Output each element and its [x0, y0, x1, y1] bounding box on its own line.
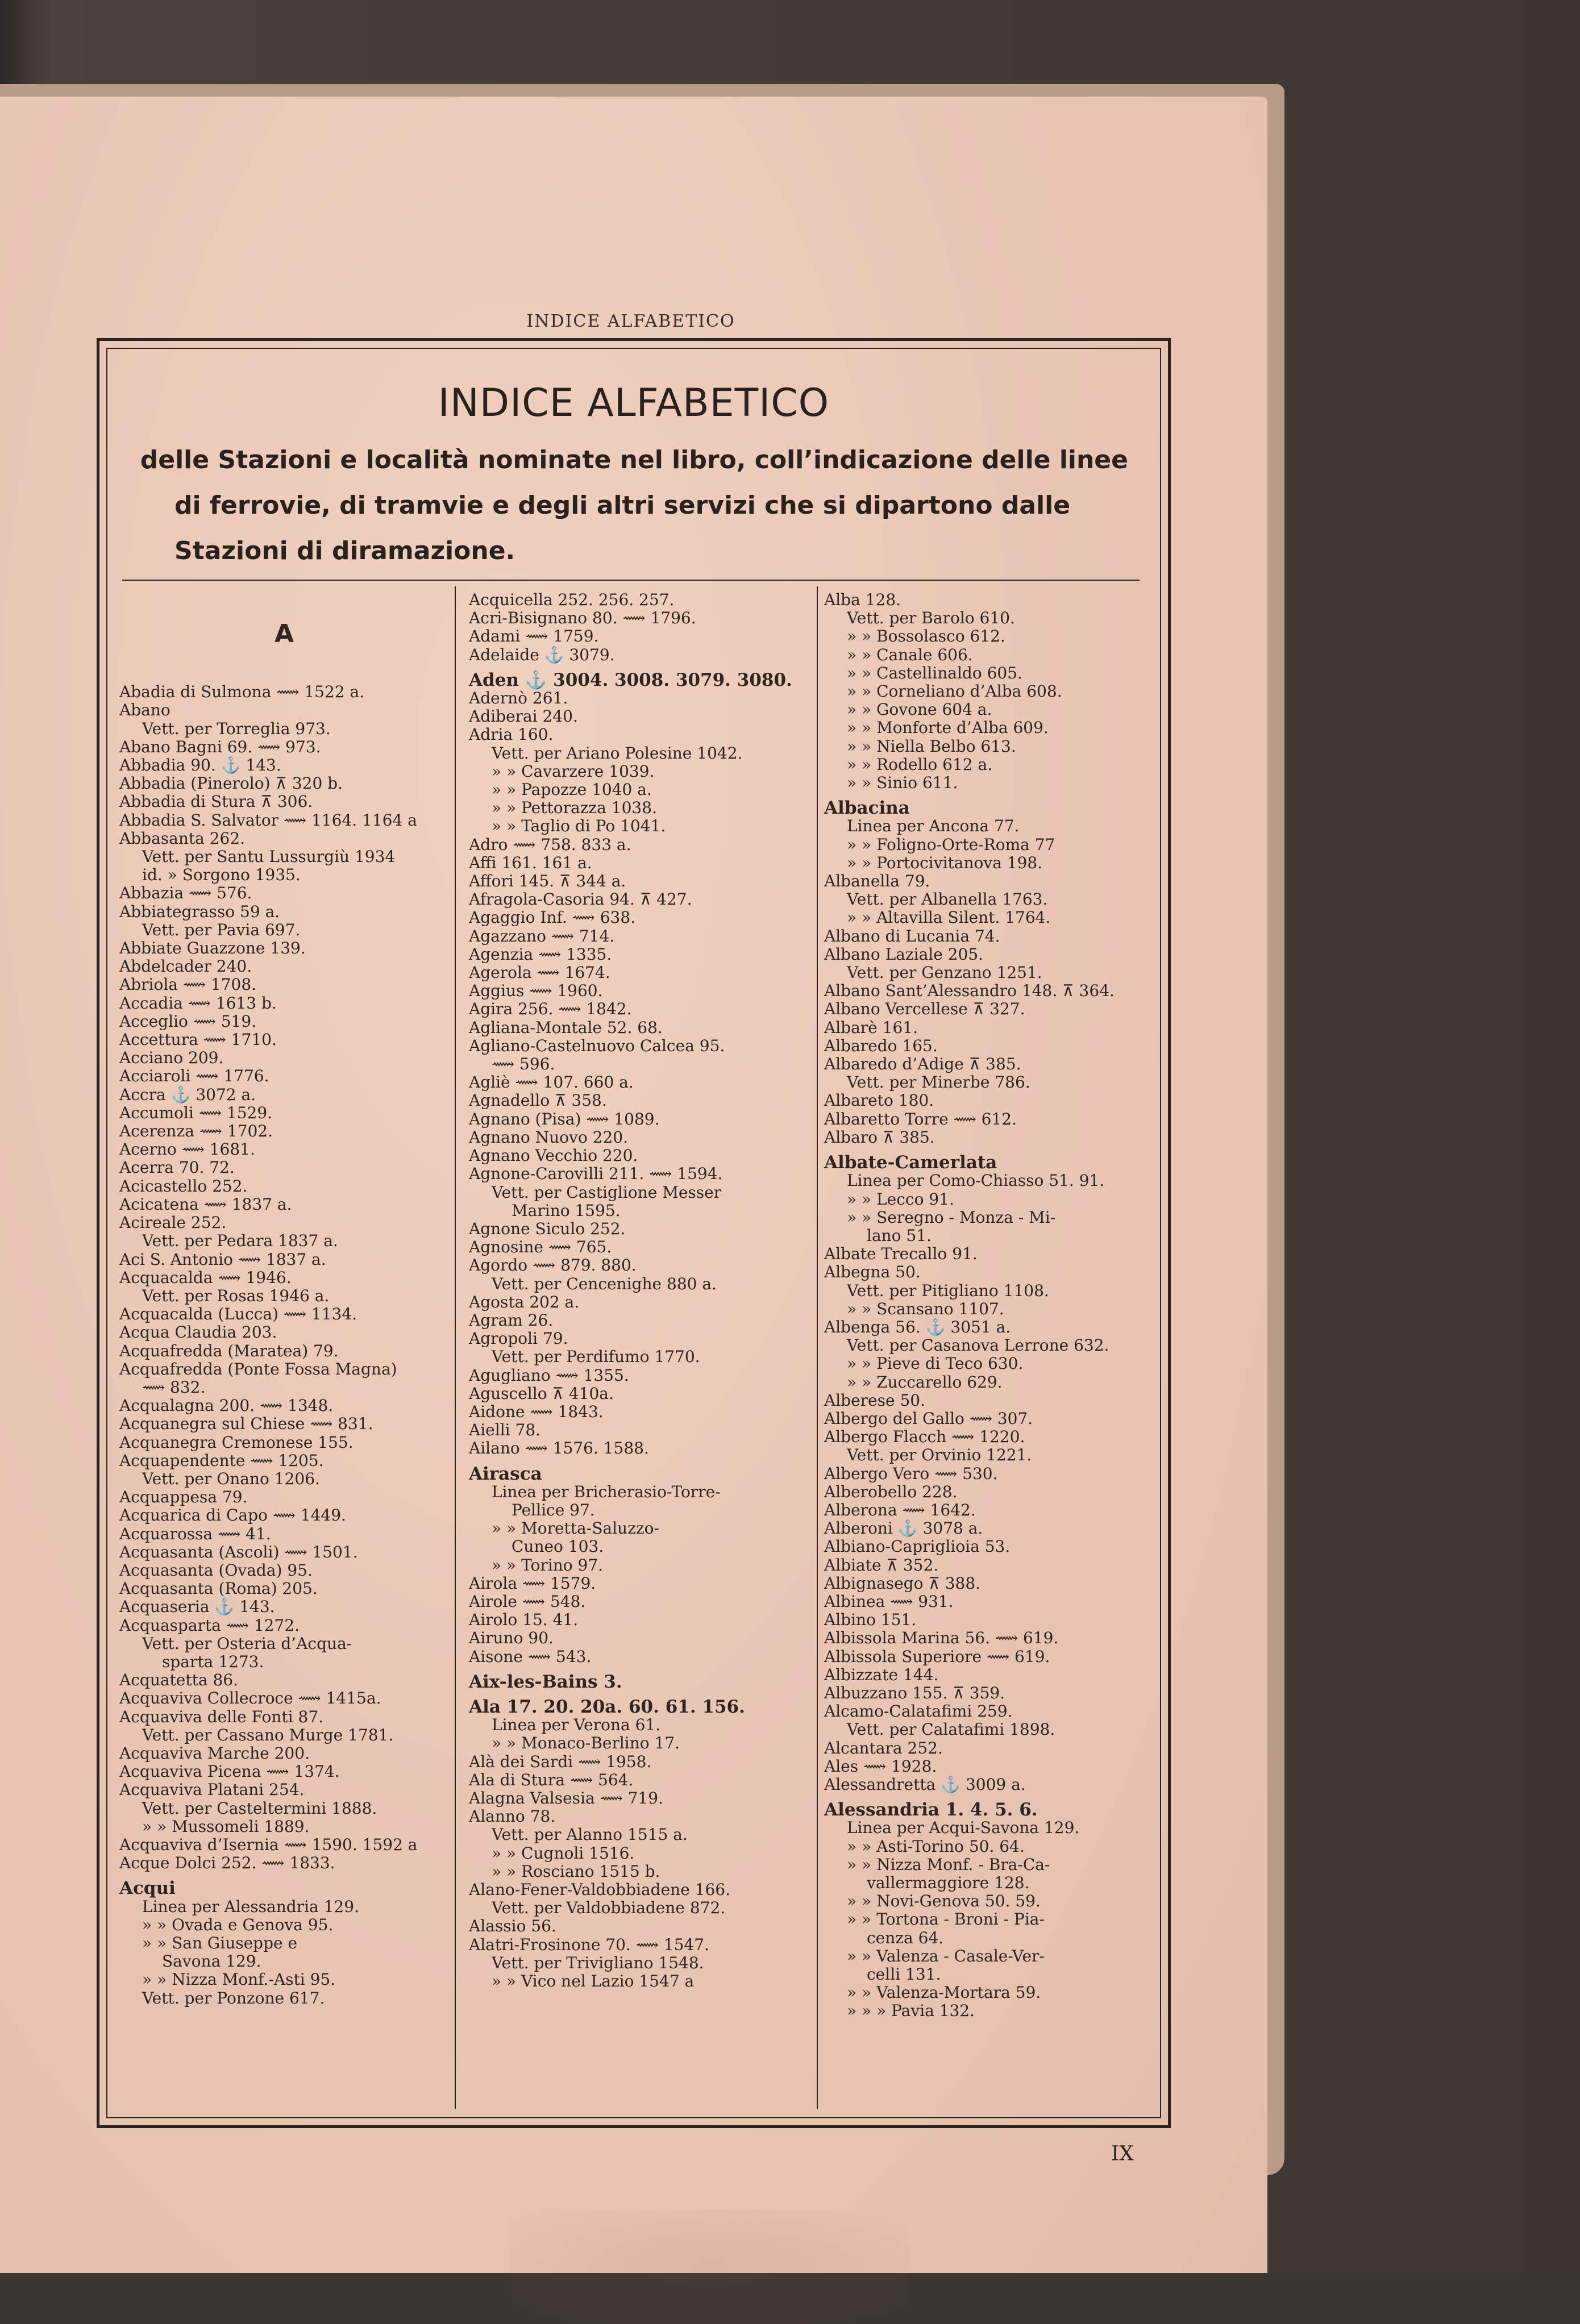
index-entry: Acquaviva delle Fonti 87. — [119, 1707, 324, 1726]
index-entry: Alcantara 252. — [824, 1738, 943, 1757]
index-entry: Vett. per Castiglione Messer — [492, 1182, 722, 1202]
index-entry: » » Asti-Torino 50. 64. — [847, 1836, 1025, 1856]
index-entry: Acquaviva d’Isernia ⟿ 1590. 1592 a — [119, 1835, 418, 1854]
index-entry: Acerno ⟿ 1681. — [119, 1140, 255, 1159]
index-entry: » » Rosciano 1515 b. — [492, 1861, 660, 1881]
index-entry: Adelaide ⚓ 3079. — [469, 645, 615, 664]
index-entry: Acquatetta 86. — [119, 1671, 239, 1690]
index-entry: Aguscello ⊼ 410a. — [469, 1384, 614, 1403]
subtitle-line-2: di ferrovie, di tramvie e degli altri servizi che si dipartono dalle — [174, 491, 1071, 520]
index-entry: Acquafredda (Maratea) 79. — [119, 1341, 339, 1360]
index-entry: » » Vico nel Lazio 1547 a — [492, 1972, 695, 1991]
index-entry: » » Zuccarello 629. — [847, 1372, 1003, 1392]
index-entry: sparta 1273. — [162, 1652, 264, 1671]
index-entry: Abbadia (Pinerolo) ⊼ 320 b. — [119, 774, 343, 793]
index-entry: Albizzate 144. — [824, 1665, 939, 1684]
index-entry: Acireale 252. — [119, 1213, 227, 1232]
index-entry: » » Bossolasco 612. — [847, 627, 1005, 646]
index-entry: Agugliano ⟿ 1355. — [469, 1365, 629, 1385]
index-entry: Acquaviva Marche 200. — [119, 1743, 310, 1763]
index-entry: Vett. per Albanella 1763. — [847, 890, 1048, 909]
index-entry: Acquapendente ⟿ 1205. — [119, 1451, 324, 1470]
index-entry: » » Valenza-Mortara 59. — [847, 1983, 1041, 2002]
index-entry: Agropoli 79. — [469, 1329, 568, 1348]
index-entry: Alessandretta ⚓ 3009 a. — [824, 1775, 1026, 1794]
index-entry: Albiate ⊼ 352. — [824, 1555, 939, 1575]
index-entry: Accettura ⟿ 1710. — [119, 1030, 277, 1049]
book-page — [0, 97, 1267, 2273]
index-entry: Agordo ⟿ 879. 880. — [469, 1256, 637, 1275]
index-entry: Acquaviva Picena ⟿ 1374. — [119, 1762, 340, 1781]
index-entry: Linea per Ancona 77. — [847, 817, 1020, 836]
index-entry: Acquarica di Capo ⟿ 1449. — [119, 1506, 346, 1525]
index-entry: » » Torino 97. — [492, 1555, 604, 1575]
index-entry: Abdelcader 240. — [119, 957, 252, 976]
index-entry: Alagna Valsesia ⟿ 719. — [469, 1789, 663, 1807]
index-entry: Agaggio Inf. ⟿ 638. — [469, 908, 636, 927]
index-entry: Agenzia ⟿ 1335. — [469, 944, 612, 964]
index-entry: Linea per Como-Chiasso 51. 91. — [847, 1171, 1105, 1190]
index-entry: Albate-Camerlata — [824, 1152, 997, 1173]
index-entry: Alano-Fener-Valdobbiadene 166. — [469, 1880, 731, 1900]
index-entry: Albiano-Capriglioia 53. — [824, 1537, 1011, 1556]
index-entry: Acquasparta ⟿ 1272. — [119, 1615, 300, 1635]
page-title: INDICE ALFABETICO — [438, 381, 830, 426]
index-entry: lano 51. — [867, 1226, 932, 1245]
index-entry: Acquappesa 79. — [119, 1488, 248, 1507]
index-entry: Alessandria 1. 4. 5. 6. — [824, 1800, 1038, 1821]
index-entry: Albacina — [824, 798, 910, 819]
index-entry: Adria 160. — [469, 725, 554, 744]
index-entry: Acquacalda (Lucca) ⟿ 1134. — [119, 1305, 357, 1324]
index-entry: Agnone Siculo 252. — [469, 1219, 626, 1238]
index-entry: » » Moretta-Saluzzo- — [492, 1519, 659, 1538]
index-entry: Albegna 50. — [824, 1263, 921, 1282]
index-entry: Aden ⚓ 3004. 3008. 3079. 3080. — [469, 669, 792, 690]
column-rule-1 — [455, 586, 456, 2109]
index-entry: Alanno 78. — [469, 1807, 556, 1826]
index-entry: Albissola Superiore ⟿ 619. — [824, 1647, 1050, 1666]
index-column-3 — [824, 591, 1154, 2021]
index-entry: Linea per Alessandria 129. — [142, 1897, 359, 1916]
index-entry: Adami ⟿ 1759. — [469, 627, 599, 646]
index-entry: Accadia ⟿ 1613 b. — [119, 993, 277, 1013]
index-entry: Agerola ⟿ 1674. — [469, 963, 610, 982]
index-entry: Albanella 79. — [824, 872, 930, 891]
index-entry: Acicatena ⟿ 1837 a. — [119, 1194, 292, 1214]
index-entry: Albano Sant’Alessandro 148. ⊼ 364. — [824, 981, 1115, 1001]
index-entry: Albergo Vero ⟿ 530. — [824, 1464, 998, 1483]
paper-stain — [512, 2210, 909, 2324]
index-entry: Airole ⟿ 548. — [469, 1592, 586, 1611]
index-entry: Adiberai 240. — [469, 707, 578, 726]
index-entry: Alberona ⟿ 1642. — [824, 1500, 976, 1519]
index-entry: Alberobello 228. — [824, 1482, 958, 1501]
index-entry: ⟿ 832. — [142, 1377, 206, 1397]
index-entry: ⟿ 596. — [492, 1055, 555, 1074]
index-entry: Albissola Marina 56. ⟿ 619. — [824, 1629, 1059, 1648]
index-entry: Alatri-Frosinone 70. ⟿ 1547. — [469, 1935, 709, 1954]
index-entry: Albate Trecallo 91. — [824, 1244, 978, 1264]
index-entry: » » Corneliano d’Alba 608. — [847, 682, 1062, 701]
index-entry: Acciaroli ⟿ 1776. — [119, 1067, 269, 1086]
index-entry: Alcamo-Calatafimi 259. — [824, 1702, 1013, 1721]
index-entry: Adernò 261. — [469, 689, 568, 708]
index-entry: id. » Sorgono 1935. — [142, 865, 301, 885]
index-entry: » » Sinio 611. — [847, 773, 958, 793]
index-entry: Aix-les-Bains 3. — [469, 1671, 622, 1692]
index-entry: cenza 64. — [867, 1928, 944, 1947]
index-entry: Linea per Acqui-Savona 129. — [847, 1818, 1080, 1838]
index-entry: Aisone ⟿ 543. — [469, 1647, 592, 1666]
index-entry: Vett. per Orvinio 1221. — [847, 1446, 1032, 1465]
running-head: INDICE ALFABETICO — [526, 311, 735, 331]
index-entry: Abbiate Guazzone 139. — [119, 939, 306, 958]
index-entry: Acquicella 252. 256. 257. — [469, 590, 675, 609]
index-entry: Vett. per Santu Lussurgiù 1934 — [142, 847, 396, 867]
index-entry: Agnadello ⊼ 358. — [469, 1091, 607, 1110]
index-entry: » » Altavilla Silent. 1764. — [847, 908, 1051, 927]
index-entry: » » Papozze 1040 a. — [492, 780, 652, 799]
index-entry: Vett. per Onano 1206. — [142, 1469, 320, 1488]
index-entry: Ales ⟿ 1928. — [824, 1756, 937, 1776]
index-entry: Vett. per Pitigliano 1108. — [847, 1281, 1049, 1300]
index-entry: » » Lecco 91. — [847, 1189, 954, 1209]
index-entry: Acicastello 252. — [119, 1176, 248, 1196]
index-entry: » » Canale 606. — [847, 645, 973, 664]
index-entry: » » Niella Belbo 613. — [847, 736, 1016, 756]
index-entry: Vett. per Alanno 1515 a. — [492, 1825, 688, 1844]
subtitle-line-1: delle Stazioni e località nominate nel libro, coll’indicazione delle linee — [140, 445, 1128, 474]
index-entry: Savona 129. — [162, 1952, 261, 1971]
index-entry: Agazzano ⟿ 714. — [469, 926, 615, 946]
index-entry: Vett. per Casteltermini 1888. — [142, 1798, 377, 1818]
index-entry: Albaro ⊼ 385. — [824, 1127, 935, 1147]
index-entry: Alà dei Sardi ⟿ 1958. — [469, 1752, 652, 1771]
index-entry: Abbiategrasso 59 a. — [119, 902, 280, 921]
index-entry: Acerenza ⟿ 1702. — [119, 1122, 273, 1141]
index-entry: Abbazia ⟿ 576. — [119, 884, 252, 903]
index-entry: Albergo del Gallo ⟿ 307. — [824, 1409, 1033, 1428]
index-entry: Affi 161. 161 a. — [469, 853, 592, 872]
index-entry: Vett. per Minerbe 786. — [847, 1073, 1030, 1092]
index-entry: Aci S. Antonio ⟿ 1837 a. — [119, 1250, 326, 1269]
index-entry: » » Taglio di Po 1041. — [492, 817, 666, 836]
index-entry: Ailano ⟿ 1576. 1588. — [469, 1439, 649, 1458]
index-entry: Acquasanta (Ascoli) ⟿ 1501. — [119, 1542, 358, 1561]
index-entry: Affori 145. ⊼ 344 a. — [469, 872, 626, 891]
index-entry: Acqualagna 200. ⟿ 1348. — [119, 1396, 334, 1415]
index-entry: » » Cugnoli 1516. — [492, 1843, 635, 1863]
index-entry: » » Monaco-Berlino 17. — [492, 1734, 680, 1753]
index-entry: Vett. per Valdobbiadene 872. — [492, 1898, 726, 1918]
index-entry: » » Govone 604 a. — [847, 700, 992, 719]
index-entry: Acque Dolci 252. ⟿ 1833. — [119, 1854, 335, 1873]
index-entry: Vett. per Pavia 697. — [142, 920, 301, 939]
index-entry: Albuzzano 155. ⊼ 359. — [824, 1683, 1005, 1702]
index-entry: Acquanegra sul Chiese ⟿ 831. — [119, 1414, 373, 1434]
index-entry: Acerra 70. 72. — [119, 1158, 235, 1177]
index-entry: » » » Pavia 132. — [847, 2001, 975, 2021]
index-entry: Aidone ⟿ 1843. — [469, 1402, 604, 1421]
index-entry: Albaretto Torre ⟿ 612. — [824, 1109, 1017, 1128]
index-entry: Vett. per Casanova Lerrone 632. — [847, 1336, 1109, 1355]
index-entry: Vett. per Cassano Murge 1781. — [142, 1725, 394, 1744]
index-entry: » » Pettorazza 1038. — [492, 798, 657, 818]
index-entry: Acquaviva Collecroce ⟿ 1415a. — [119, 1689, 381, 1708]
index-entry: » » Mussomeli 1889. — [142, 1817, 310, 1836]
index-entry: Vett. per Pedara 1837 a. — [142, 1231, 338, 1251]
index-entry: » » Scansano 1107. — [847, 1299, 1004, 1318]
index-entry: Abbadia S. Salvator ⟿ 1164. 1164 a — [119, 810, 417, 830]
index-entry: Vett. per Barolo 610. — [847, 609, 1015, 628]
index-entry: Vett. per Cencenighe 880 a. — [492, 1274, 717, 1293]
index-entry: Agnone-Carovilli 211. ⟿ 1594. — [469, 1164, 723, 1184]
index-entry: » » Tortona - Broni - Pia- — [847, 1910, 1045, 1929]
index-entry: Vett. per Ponzone 617. — [142, 1988, 325, 2008]
index-entry: Albaredo 165. — [824, 1036, 938, 1055]
index-entry: Accra ⚓ 3072 a. — [119, 1085, 256, 1104]
index-entry: Alberese 50. — [824, 1390, 925, 1410]
index-entry: Acceglio ⟿ 519. — [119, 1011, 257, 1031]
index-entry: Albano Laziale 205. — [824, 944, 984, 964]
index-entry: Acciano 209. — [119, 1048, 224, 1068]
header-rule — [122, 580, 1140, 581]
index-list-3 — [824, 591, 1154, 2021]
index-entry: Albinea ⟿ 931. — [824, 1592, 954, 1611]
subtitle-line-3: Stazioni di diramazione. — [174, 536, 515, 565]
index-entry: » » Castellinaldo 605. — [847, 663, 1022, 682]
index-entry: Airolo 15. 41. — [469, 1610, 579, 1630]
index-entry: Acquacalda ⟿ 1946. — [119, 1268, 292, 1287]
index-entry: Agnano (Pisa) ⟿ 1089. — [469, 1109, 660, 1128]
index-entry: Aggius ⟿ 1960. — [469, 981, 603, 1001]
index-entry: Vett. per Osteria d’Acqua- — [142, 1634, 352, 1653]
index-entry: Vett. per Genzano 1251. — [847, 963, 1042, 982]
index-entry: » » Valenza - Casale-Ver- — [847, 1946, 1045, 1965]
index-entry: Agnano Nuovo 220. — [469, 1127, 628, 1147]
index-entry: Vett. per Trivigliano 1548. — [492, 1953, 704, 1972]
index-entry: Acri-Bisignano 80. ⟿ 1796. — [469, 609, 696, 628]
index-entry: » » Rodello 612 a. — [847, 755, 993, 774]
index-entry: Vett. per Rosas 1946 a. — [142, 1286, 330, 1305]
index-entry: Albignasego ⊼ 388. — [824, 1573, 981, 1593]
index-entry: Albaredo d’Adige ⊼ 385. — [824, 1055, 1021, 1074]
index-entry: Agosta 202 a. — [469, 1292, 580, 1311]
index-entry: Vett. per Calatafimi 1898. — [847, 1720, 1055, 1739]
index-column-2 — [469, 591, 816, 1990]
index-entry: Acquarossa ⟿ 41. — [119, 1524, 271, 1543]
index-entry: » » Nizza Monf. - Bra-Ca- — [847, 1855, 1050, 1874]
index-entry: Agnosine ⟿ 765. — [469, 1238, 612, 1257]
index-entry: Albino 151. — [824, 1610, 917, 1630]
index-entry: Acquasanta (Ovada) 95. — [119, 1560, 313, 1580]
index-entry: vallermaggiore 128. — [867, 1873, 1030, 1893]
index-entry: » » Nizza Monf.-Asti 95. — [142, 1970, 336, 1989]
index-entry: Agnano Vecchio 220. — [469, 1146, 638, 1165]
index-entry: Marino 1595. — [512, 1201, 621, 1220]
index-entry: Agira 256. ⟿ 1842. — [469, 999, 632, 1019]
index-entry: Abbadia di Stura ⊼ 306. — [119, 792, 313, 811]
index-entry: Afragola-Casoria 94. ⊼ 427. — [469, 890, 692, 909]
index-entry: » » Cavarzere 1039. — [492, 761, 655, 781]
index-entry: Abbasanta 262. — [119, 828, 246, 848]
index-entry: Vett. per Perdifumo 1770. — [492, 1347, 700, 1367]
index-frame — [97, 338, 1171, 2128]
index-entry: » » San Giuseppe e — [142, 1934, 298, 1953]
index-entry: Airuno 90. — [469, 1629, 554, 1648]
index-entry: » » Ovada e Genova 95. — [142, 1915, 334, 1934]
index-entry: Acquaviva Platani 254. — [119, 1780, 305, 1800]
index-entry: Abbadia 90. ⚓ 143. — [119, 756, 281, 775]
page-number: IX — [1111, 2142, 1134, 2165]
index-entry: Alba 128. — [824, 590, 901, 609]
index-list-1 — [119, 683, 449, 2008]
index-entry: Cuneo 103. — [512, 1537, 604, 1556]
index-entry: Alberoni ⚓ 3078 a. — [824, 1519, 983, 1538]
index-entry: » » Novi-Genova 50. 59. — [847, 1892, 1041, 1911]
index-column-1 — [119, 591, 449, 2008]
index-entry: Albano Vercellese ⊼ 327. — [824, 999, 1025, 1019]
index-entry: Albareto 180. — [824, 1091, 934, 1110]
section-letter: A — [274, 619, 294, 648]
index-entry: Vett. per Ariano Polesine 1042. — [492, 743, 743, 763]
index-entry: Agliano-Castelnuovo Calcea 95. — [469, 1036, 725, 1055]
index-entry: Albarè 161. — [824, 1018, 918, 1037]
index-entry: Abadia di Sulmona ⟿ 1522 a. — [119, 682, 365, 702]
index-entry: Vett. per Torreglia 973. — [142, 719, 331, 738]
page-subtitle — [122, 438, 1128, 574]
index-entry: Agram 26. — [469, 1310, 554, 1330]
index-entry: Albenga 56. ⚓ 3051 a. — [824, 1317, 1011, 1336]
index-entry: Acqua Claudia 203. — [119, 1323, 277, 1342]
index-entry: Linea per Verona 61. — [492, 1715, 661, 1735]
index-entry: Adro ⟿ 758. 833 a. — [469, 835, 631, 854]
index-entry: Alassio 56. — [469, 1917, 556, 1936]
index-entry: Acquafredda (Ponte Fossa Magna) — [119, 1359, 397, 1378]
index-entry: Agliana-Montale 52. 68. — [469, 1018, 663, 1037]
column-rule-2 — [817, 586, 818, 2109]
index-entry: » » Foligno-Orte-Roma 77 — [847, 835, 1055, 854]
index-entry: Acquasanta (Roma) 205. — [119, 1579, 318, 1598]
index-entry: » » Monforte d’Alba 609. — [847, 718, 1049, 738]
index-entry: » » Portocivitanova 198. — [847, 853, 1043, 872]
index-entry: » » Seregno - Monza - Mi- — [847, 1207, 1056, 1227]
index-entry: Abriola ⟿ 1708. — [119, 975, 257, 994]
index-list-2 — [469, 591, 816, 1990]
index-entry: Albano di Lucania 74. — [824, 926, 1000, 946]
index-entry: Acquaseria ⚓ 143. — [119, 1597, 275, 1617]
index-entry: Ala 17. 20. 20a. 60. 61. 156. — [469, 1696, 745, 1717]
index-entry: Airola ⟿ 1579. — [469, 1573, 596, 1593]
index-entry: celli 131. — [867, 1965, 941, 1984]
index-entry: Albergo Flacch ⟿ 1220. — [824, 1427, 1025, 1447]
index-entry: Acquanegra Cremonese 155. — [119, 1432, 354, 1452]
index-entry: Aielli 78. — [469, 1421, 541, 1440]
index-entry: Pellice 97. — [512, 1500, 595, 1519]
index-entry: Ala di Stura ⟿ 564. — [469, 1770, 634, 1789]
index-entry: Abano Bagni 69. ⟿ 973. — [119, 737, 321, 756]
index-entry: Acqui — [119, 1878, 176, 1899]
index-entry: » » Pieve di Teco 630. — [847, 1354, 1024, 1373]
index-entry: Agliè ⟿ 107. 660 a. — [469, 1073, 634, 1092]
index-entry: Accumoli ⟿ 1529. — [119, 1103, 273, 1122]
index-entry: Airasca — [469, 1463, 542, 1484]
index-entry: Linea per Bricherasio-Torre- — [492, 1482, 721, 1501]
index-entry: Abano — [119, 701, 171, 720]
